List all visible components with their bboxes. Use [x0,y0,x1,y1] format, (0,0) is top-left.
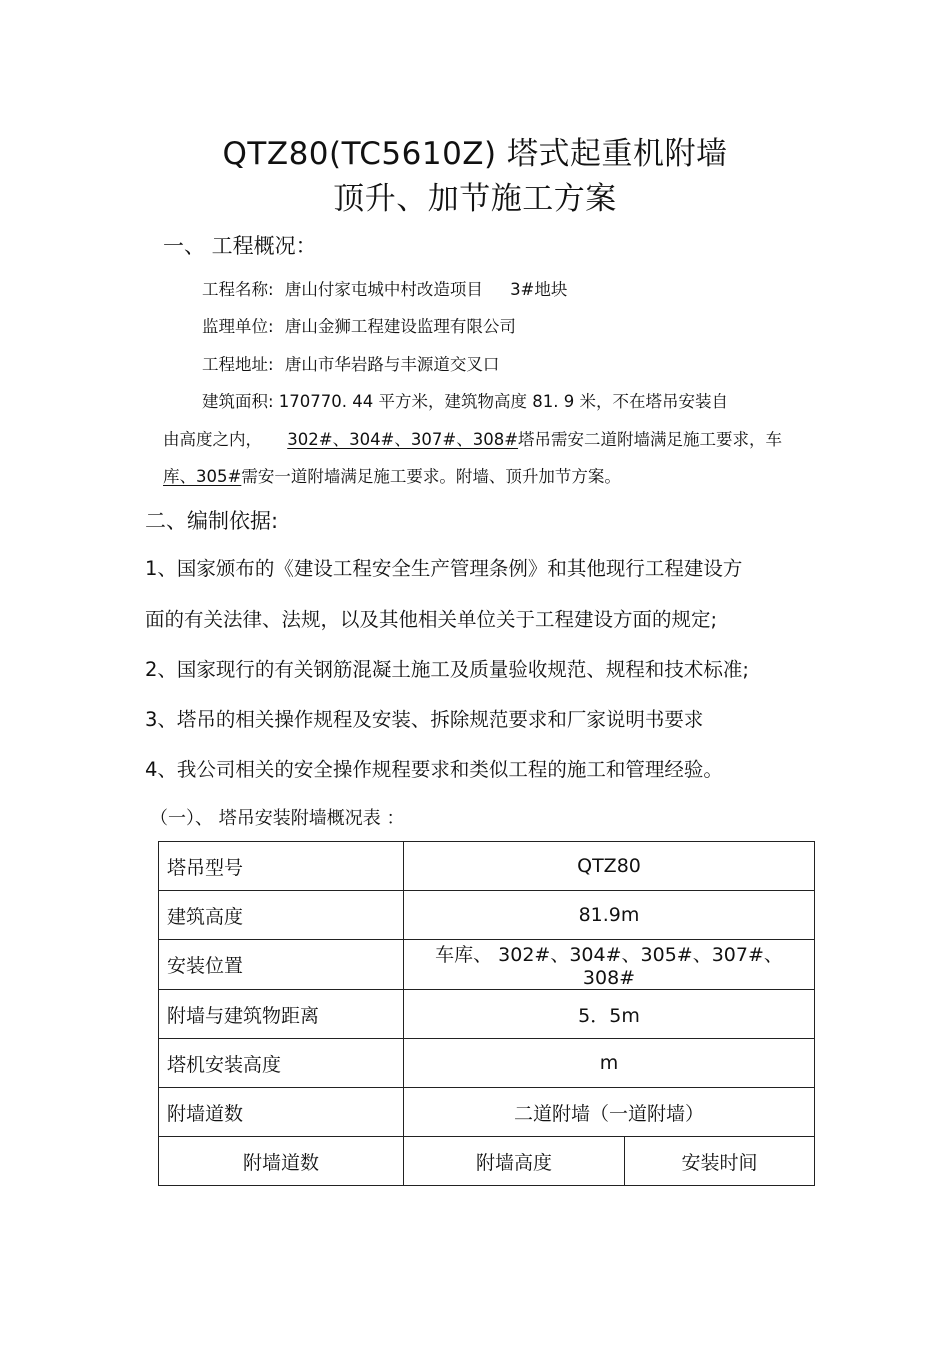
document-title-line2: 顶升、加节施工方案 [333,181,617,217]
area-line1: 建筑面积: 170770. 44 平方米，建筑物高度 81. 9 米，不在塔吊安装自 [202,392,728,411]
supervisor-row [202,313,516,337]
row-value: QTZ80 [404,842,815,891]
project-name-label: 工程名称: [202,280,274,299]
table-row [159,1039,815,1088]
area-line2 [163,426,782,450]
project-name-row [202,276,567,300]
row-value: 5．5m [404,990,815,1039]
project-block: 3#地块 [510,280,568,299]
area-line2-end: 塔吊需安二道附墙满足施工要求，车 [518,430,783,449]
row-value: 81.9m [404,891,815,940]
wall-attachment-table [158,841,815,1186]
header-cell: 安装时间 [625,1137,815,1186]
table-row [159,990,815,1039]
table-caption: （一）、 塔吊安装附墙概况表 ： [150,808,405,829]
area-line3-end: 需安一道附墙满足施工要求。附墙、顶升加节方案。 [241,467,621,486]
row-label: 安装位置 [159,940,404,990]
row-value: 二道附墙（一道附墙） [404,1088,815,1137]
section2-heading: 二、编制依据: [145,509,279,533]
table-row [159,842,815,891]
document-title-line1: QTZ80(TC5610Z) 塔式起重机附墙 [222,136,728,172]
table-row [159,891,815,940]
tower-list-underlined: 302#、304#、307#、308# [287,430,519,449]
header-cell: 附墙高度 [404,1137,625,1186]
project-name-value: 唐山付家屯城中村改造项目 [284,280,483,299]
section1-heading: 一、 工程概况： [163,234,317,258]
address-row [202,351,499,375]
table-row [159,1088,815,1137]
basis-item1-line2: 面的有关法律、法规，以及其他相关单位关于工程建设方面的规定; [145,608,718,631]
row-label: 塔机安装高度 [159,1039,404,1088]
area-line3 [163,463,621,487]
row-label: 附墙道数 [159,1088,404,1137]
row-label: 塔吊型号 [159,842,404,891]
row-label: 附墙与建筑物距离 [159,990,404,1039]
basis-item2: 2、国家现行的有关钢筋混凝土施工及质量验收规范、规程和技术标准; [145,658,749,681]
basis-item3: 3、塔吊的相关操作规程及安装、拆除规范要求和厂家说明书要求 [145,708,704,731]
area-line2-start: 由高度之内， [163,430,262,449]
basis-item1-line1: 1、国家颁布的《建设工程安全生产管理条例》和其他现行工程建设方 [145,557,743,580]
header-cell: 附墙道数 [159,1137,404,1186]
address-value: 唐山市华岩路与丰源道交叉口 [284,355,500,374]
table-row [159,940,815,990]
table-header-row [159,1137,815,1186]
row-label: 建筑高度 [159,891,404,940]
basis-item4: 4、我公司相关的安全操作规程要求和类似工程的施工和管理经验。 [145,758,723,781]
supervisor-value: 唐山金狮工程建设监理有限公司 [284,317,516,336]
garage-underlined: 库、305# [163,467,242,486]
supervisor-label: 监理单位: [202,317,274,336]
row-value: m [404,1039,815,1088]
row-value: 车库、 302#、304#、305#、307#、308# [404,940,815,990]
address-label: 工程地址: [202,355,274,374]
